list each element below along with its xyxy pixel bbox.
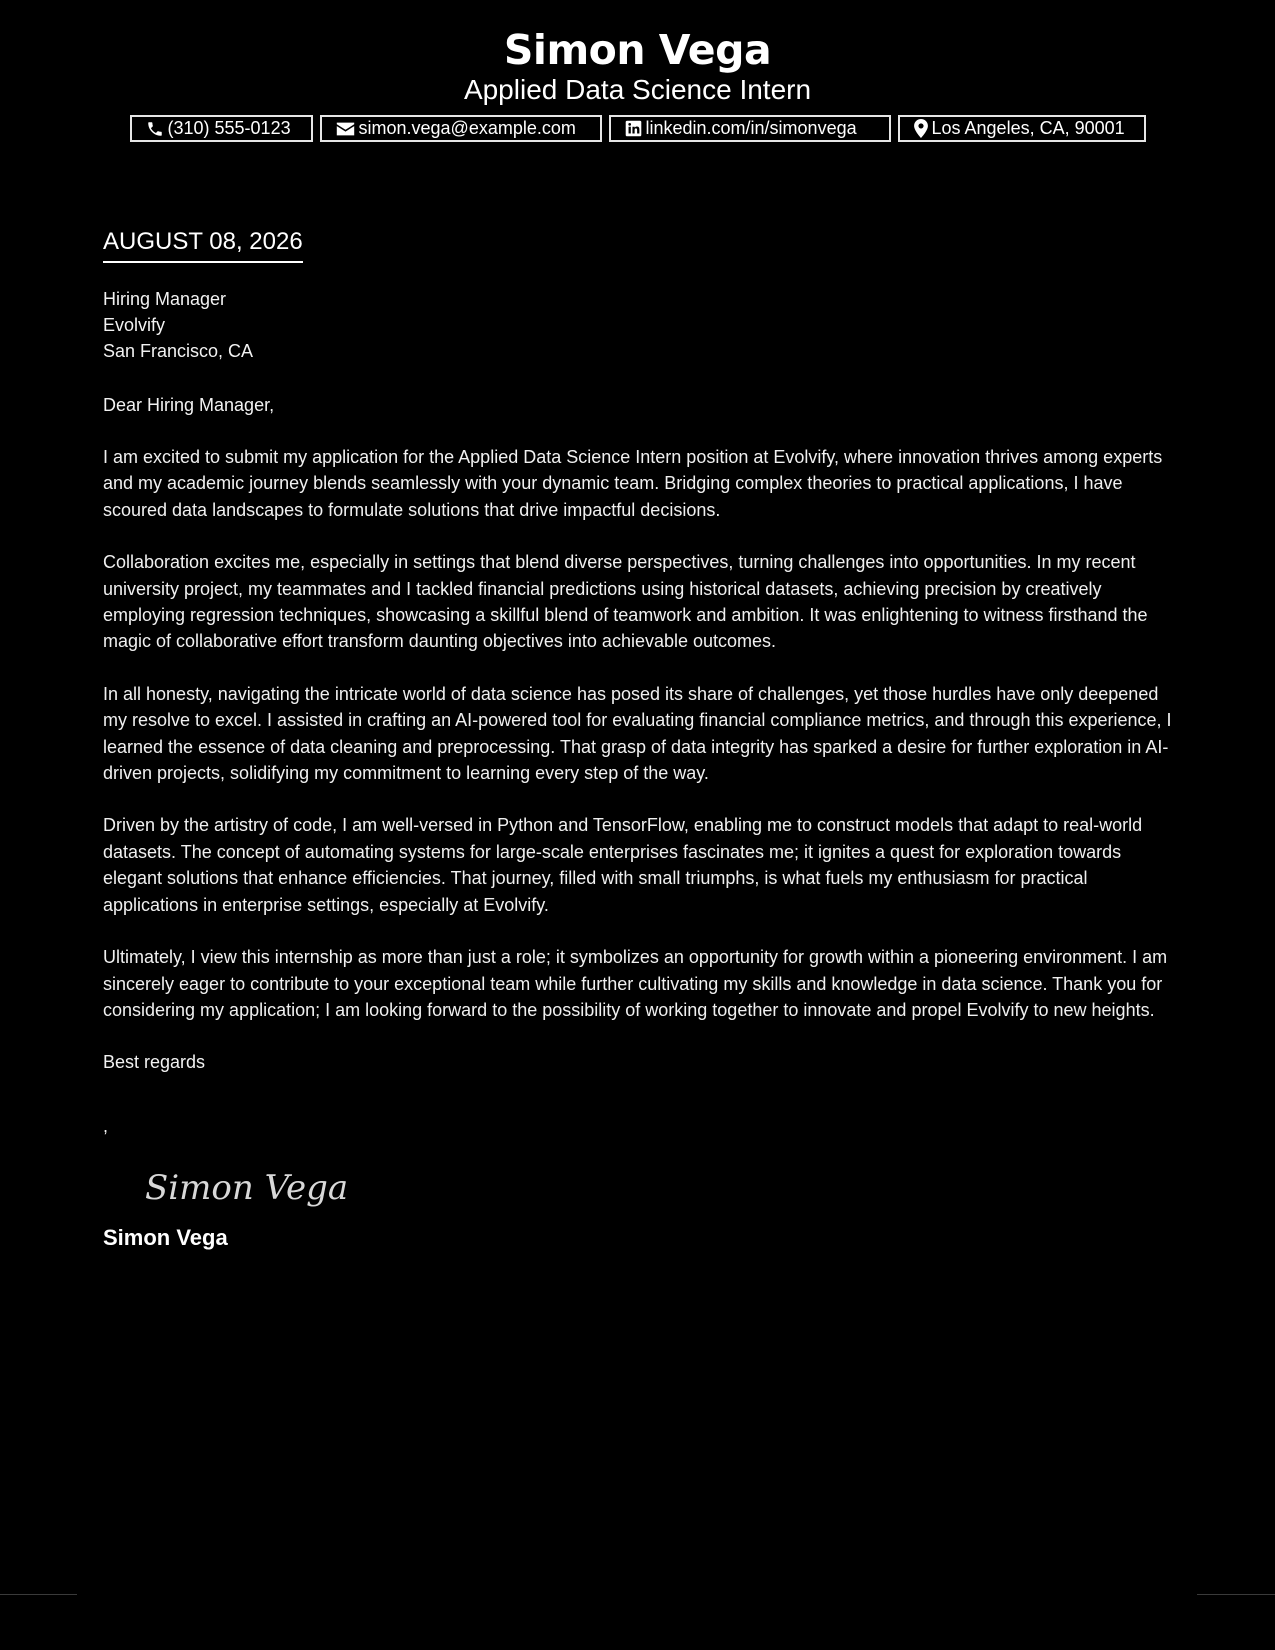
letter-date: AUGUST 08, 2026	[103, 226, 303, 263]
recipient-location: San Francisco, CA	[103, 341, 254, 361]
applicant-name: Simon Vega	[503, 26, 772, 74]
contact-email	[320, 115, 602, 142]
map-pin-icon	[914, 119, 928, 138]
signature-text: Simon Vega	[145, 1168, 349, 1209]
paragraph-2: Collaboration excites me, especially in settings that blend diverse perspectives, turning challenges into opportunities. In my recent university project, my teammates and I tackled financial predictions using historical datasets, achieving precision by creatively employing regression techniques, showcasing a skillful blend of teamwork and ambition. It was enlightening to witness firsthand the magic of collaborative effort transform daunting objectives into achievable outcomes.	[103, 552, 1148, 652]
handwritten-signature	[141, 1151, 1173, 1221]
paragraph-3: In all honesty, navigating the intricate world of data science has posed its share of challenges, yet those hurdles have only deepened my resolve to excel. I assisted in crafting an AI-powered tool for evaluating financial compliance metrics, and through this experience, I learned the essence of data cleaning and preprocessing. That grasp of data integrity has sparked a desire for further exploration in AI-driven projects, solidifying my commitment to learning every step of the way.	[103, 683, 1172, 784]
location-text: Los Angeles, CA, 90001	[931, 118, 1125, 138]
phone-icon	[146, 120, 164, 138]
contact-location	[898, 115, 1146, 142]
paragraph-4: Driven by the artistry of code, I am well-versed in Python and TensorFlow, enabling me to construct models that adapt to real-world datasets. The concept of automating systems for large-scale enterprises fascinates me; it ignites a quest for exploration towards elegant solutions that enhance efficiencies. That journey, filled with small triumphs, is what fuels my enthusiasm for practical applications in enterprise settings, especially at Evolvify.	[103, 815, 1143, 915]
paragraph-1: I am excited to submit my application for the Applied Data Science Intern position at Evolvify, where innovation thrives among experts and my academic journey blends seamlessly with your dynamic team. Bridging complex theories to practical applications, I have scoured data landscapes to formulate solutions that drive impactful decisions.	[103, 447, 1163, 520]
signature-image	[141, 1151, 361, 1221]
contact-bar	[0, 115, 1275, 142]
recipient-title: Hiring Manager	[103, 289, 227, 309]
salutation: Dear Hiring Manager,	[103, 395, 275, 415]
closing: Best regards	[103, 1052, 206, 1073]
contact-linkedin	[609, 115, 891, 142]
applicant-role: Applied Data Science Intern	[463, 74, 812, 105]
contact-phone	[130, 115, 313, 142]
email-text: simon.vega@example.com	[358, 118, 576, 138]
paragraph-5: Ultimately, I view this internship as more than just a role; it symbolizes an opportunity for growth within a pioneering environment. I am sincerely eager to contribute to your exceptional team while further cultivating my skills and knowledge in data science. Thank you for considering my application; I am looking forward to the possibility of working together to innovate and propel Evolvify to new heights.	[103, 947, 1168, 1020]
letter-body	[103, 226, 1173, 1251]
closing-comma: ,	[103, 1116, 109, 1137]
linkedin-text: linkedin.com/in/simonvega	[645, 118, 857, 138]
envelope-icon	[336, 121, 355, 137]
recipient-block	[103, 286, 1173, 364]
letter-header	[0, 0, 1275, 142]
phone-text: (310) 555-0123	[167, 118, 291, 138]
linkedin-icon	[625, 120, 642, 137]
footer-rule-left	[0, 1594, 77, 1595]
recipient-company: Evolvify	[103, 315, 166, 335]
signed-name: Simon Vega	[103, 1225, 228, 1251]
footer-rule-right	[1197, 1594, 1275, 1595]
